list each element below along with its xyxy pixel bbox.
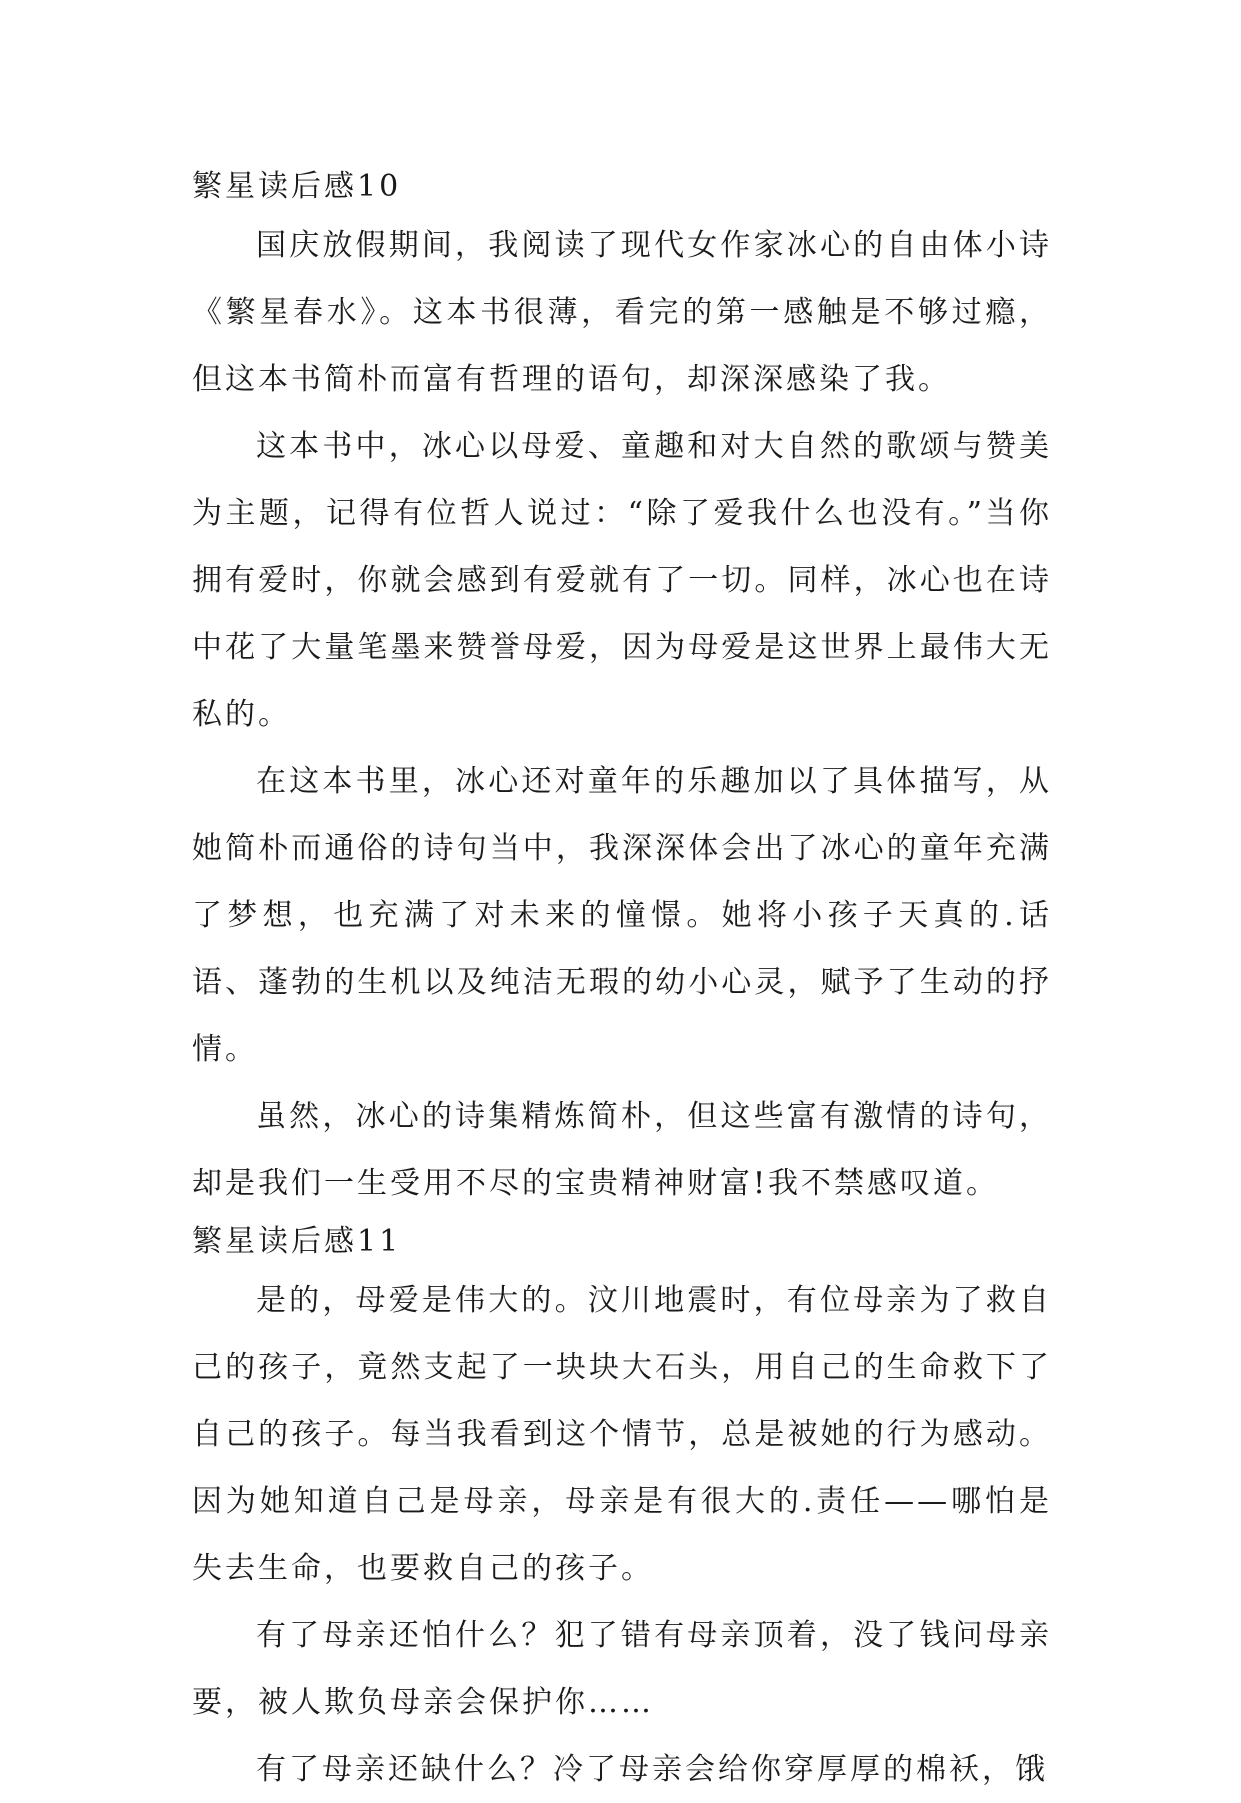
document-page	[192, 158, 1052, 1803]
section-title: 繁星读后感10	[192, 169, 402, 204]
paragraph: 虽然，冰心的诗集精炼简朴，但这些富有激情的诗句，却是我们一生受用不尽的宝贵精神财富!我不禁感叹道。	[192, 1099, 1052, 1201]
paragraph: 这本书中，冰心以母爱、童趣和对大自然的歌颂与赞美为主题，记得有位哲人说过：“除了爱我什么也没有。”当你拥有爱时，你就会感到有爱就有了一切。同样，冰心也在诗中花了大量笔墨来赞誉母爱，因为母爱是这世界上最伟大无私的。	[192, 429, 1052, 732]
paragraph: 国庆放假期间，我阅读了现代女作家冰心的自由体小诗《繁星春水》。这本书很薄，看完的第一感触是不够过瘾，但这本书简朴而富有哲理的语句，却深深感染了我。	[192, 228, 1052, 397]
section-title: 繁星读后感11	[192, 1224, 402, 1259]
paragraph: 在这本书里，冰心还对童年的乐趣加以了具体描写，从她简朴而通俗的诗句当中，我深深体会出了冰心的童年充满了梦想，也充满了对未来的憧憬。她将小孩子天真的.话语、蓬勃的生机以及纯洁无瑕的幼小心灵，赋予了生动的抒情。	[192, 764, 1052, 1067]
paragraph: 是的，母爱是伟大的。汶川地震时，有位母亲为了救自己的孩子，竟然支起了一块块大石头，用自己的生命救下了自己的孩子。每当我看到这个情节，总是被她的行为感动。因为她知道自己是母亲，母亲是有很大的.责任——哪怕是失去生命，也要救自己的孩子。	[192, 1283, 1052, 1586]
paragraph: 有了母亲还怕什么？犯了错有母亲顶着，没了钱问母亲要，被人欺负母亲会保护你……	[192, 1618, 1052, 1720]
paragraph: 有了母亲还缺什么？冷了母亲会给你穿厚厚的棉袄，饿	[256, 1752, 1048, 1787]
